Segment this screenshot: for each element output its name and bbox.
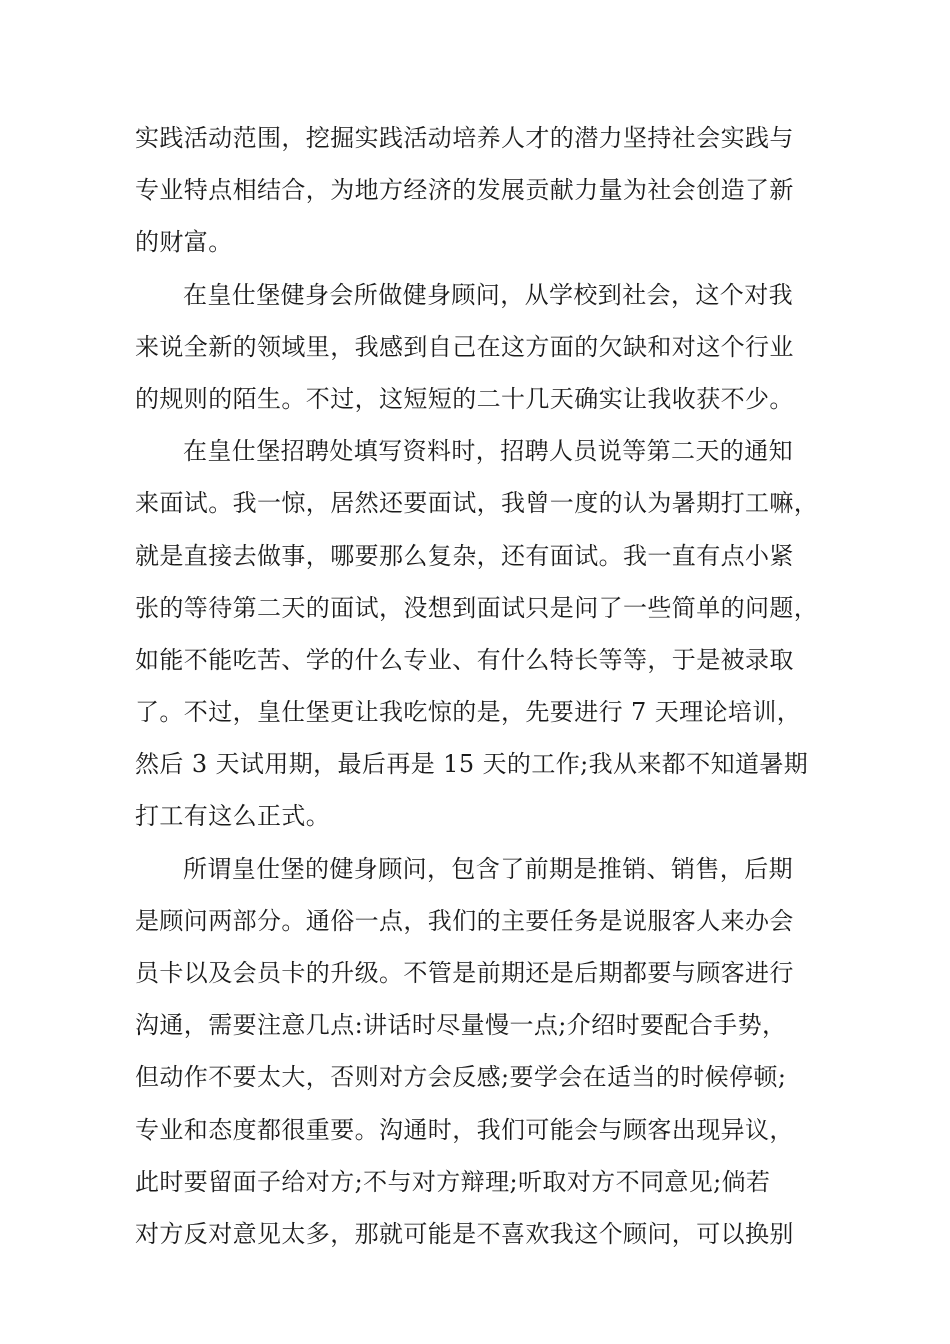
text-line: 然后 3 天试用期，最后再是 15 天的工作;我从来都不知道暑期 — [135, 750, 809, 779]
text-line: 所谓皇仕堡的健身顾问，包含了前期是推销、销售，后期 — [183, 854, 793, 883]
text-line: 实践活动范围，挖掘实践活动培养人才的潜力坚持社会实践与 — [135, 124, 794, 152]
text-line: 在皇仕堡健身会所做健身顾问，从学校到社会，这个对我 — [183, 280, 793, 309]
text-line: 沟通，需要注意几点:讲话时尽量慢一点;介绍时要配合手势， — [135, 1011, 787, 1040]
paragraph-2 — [135, 269, 827, 426]
text-line: 打工有这么正式。 — [135, 802, 331, 831]
text-line: 专业特点相结合，为地方经济的发展贡献力量为社会创造了新 — [135, 176, 794, 205]
text-line: 了。不过，皇仕堡更让我吃惊的是，先要进行 7 天理论培训， — [135, 698, 802, 727]
document-body — [135, 112, 827, 1260]
text-line: 员卡以及会员卡的升级。不管是前期还是后期都要与顾客进行 — [135, 959, 794, 987]
text-line: 如能不能吃苦、学的什么专业、有什么特长等等，于是被录取 — [135, 645, 794, 674]
text-line: 专业和态度都很重要。沟通时，我们可能会与顾客出现异议， — [135, 1115, 794, 1144]
text-line: 就是直接去做事，哪要那么复杂，还有面试。我一直有点小紧 — [135, 541, 794, 570]
text-line: 来说全新的领域里，我感到自己在这方面的欠缺和对这个行业 — [135, 332, 794, 361]
text-line: 对方反对意见太多，那就可能是不喜欢我这个顾问，可以换别 — [135, 1219, 794, 1248]
paragraph-3 — [135, 425, 827, 843]
text-line: 的规则的陌生。不过，这短短的二十几天确实让我收获不少。 — [135, 384, 794, 413]
text-line: 但动作不要太大，否则对方会反感;要学会在适当的时候停顿; — [135, 1063, 787, 1092]
text-line: 是顾问两部分。通俗一点，我们的主要任务是说服客人来办会 — [135, 906, 794, 935]
text-line: 在皇仕堡招聘处填写资料时，招聘人员说等第二天的通知 — [183, 437, 793, 466]
text-line: 来面试。我一惊，居然还要面试，我曾一度的认为暑期打工嘛， — [135, 489, 819, 518]
text-line: 此时要留面子给对方;不与对方辩理;听取对方不同意见;倘若 — [135, 1167, 771, 1196]
text-line: 张的等待第二天的面试，没想到面试只是问了一些简单的问题， — [135, 593, 819, 622]
paragraph-4 — [135, 843, 827, 1261]
text-line: 的财富。 — [135, 228, 233, 257]
paragraph-1 — [135, 112, 827, 269]
